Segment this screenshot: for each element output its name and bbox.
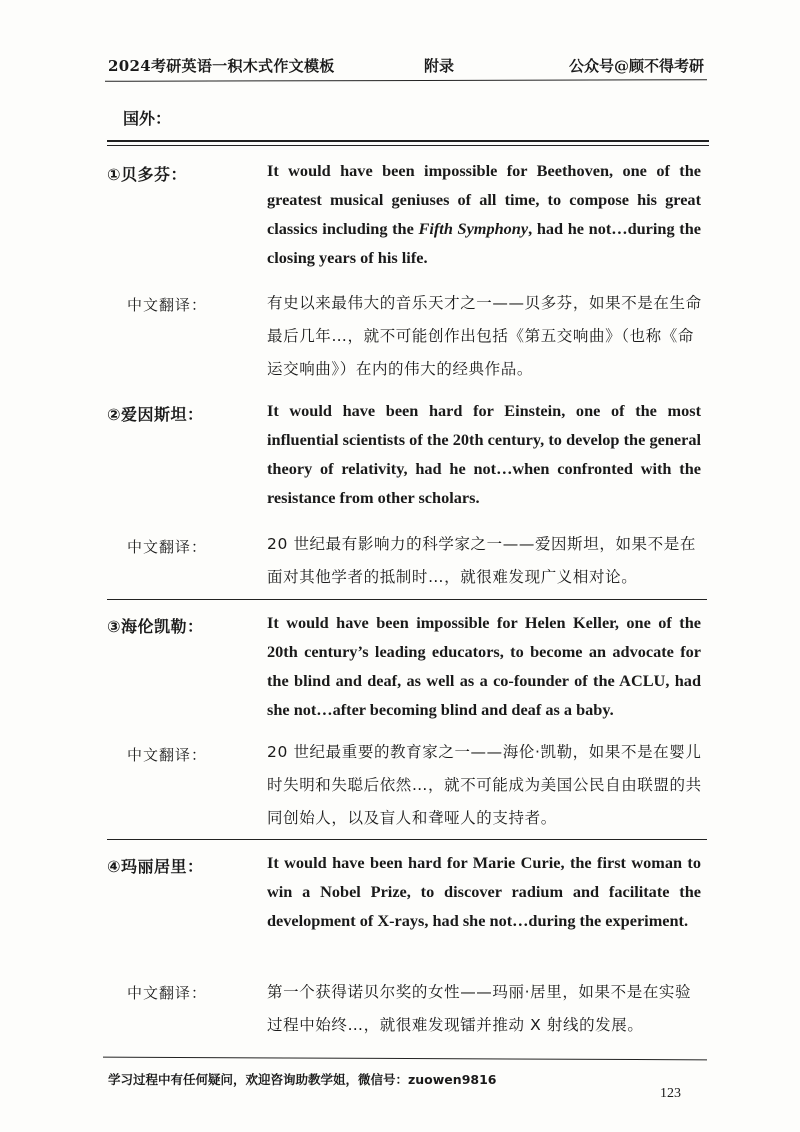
- entry-english-part: It would have been impossible for Beethoven, one of the greatest musical geniuses of all time, to compose his great classics including the: [267, 161, 701, 238]
- footer-note: 学习过程中有任何疑问，欢迎咨询助教学姐，微信号：zuowen9816: [108, 1072, 497, 1087]
- translation-text: 20 世纪最有影响力的科学家之一——爱因斯坦，如果不是在面对其他学者的抵制时…，就很难发现广义相对论。: [267, 535, 696, 586]
- section-double-rule: [107, 140, 709, 146]
- entry-english-italic: Fifth Symphony: [418, 219, 529, 238]
- translation-label: 中文翻译：: [127, 984, 208, 1002]
- header-book-title: 2024考研英语一积木式作文模板: [108, 57, 335, 75]
- footer-rule: [103, 1057, 707, 1061]
- translation-label: 中文翻译：: [127, 746, 208, 764]
- entry-english: It would have been hard for Marie Curie, the first woman to win a Nobel Prize, to discover radium and facilitate the development of X-rays, had she not…during the experiment.: [267, 853, 701, 930]
- header-section: 附录: [424, 57, 455, 75]
- entry-separator: [107, 839, 707, 840]
- header-rule: [105, 79, 707, 82]
- entry-english-part: , had he not…during the closing years of his life.: [267, 219, 701, 267]
- page-header: [108, 55, 704, 79]
- section-title: 国外：: [123, 109, 172, 128]
- translation-label: 中文翻译：: [127, 296, 208, 314]
- entry-label: ①贝多芬：: [107, 165, 188, 184]
- translation-label: 中文翻译：: [127, 538, 208, 556]
- page-number: 123: [660, 1086, 681, 1101]
- entry-english: It would have been impossible for Helen Keller, one of the 20th century’s leading educators, to become an advocate for the blind and deaf, as well as a co-founder of the ACLU, had she not…after becoming blind and deaf as a baby.: [267, 613, 701, 719]
- entry-english: It would have been hard for Einstein, one of the most influential scientists of the 20th century, to develop the general theory of relativity, had he not…when confronted with the resistance from other scholars.: [267, 401, 701, 507]
- entry-separator: [107, 599, 707, 600]
- entry-label: ③海伦凯勒：: [107, 617, 204, 636]
- entry-label: ②爱因斯坦：: [107, 405, 204, 424]
- translation-text: 有史以来最伟大的音乐天才之一——贝多芬，如果不是在生命最后几年…，就不可能创作出包括《第五交响曲》（也称《命运交响曲》）在内的伟大的经典作品。: [267, 294, 702, 378]
- translation-text: 第一个获得诺贝尔奖的女性——玛丽·居里，如果不是在实验过程中始终…，就很难发现镭并推动 X 射线的发展。: [267, 983, 692, 1034]
- header-account: 公众号@顾不得考研: [568, 57, 704, 75]
- entry-label: ④玛丽居里：: [107, 857, 204, 876]
- entry-english: [267, 156, 701, 272]
- translation-text: 20 世纪最重要的教育家之一——海伦·凯勒，如果不是在婴儿时失明和失聪后依然…，就不可能成为美国公民自由联盟的共同创始人，以及盲人和聋哑人的支持者。: [267, 743, 702, 827]
